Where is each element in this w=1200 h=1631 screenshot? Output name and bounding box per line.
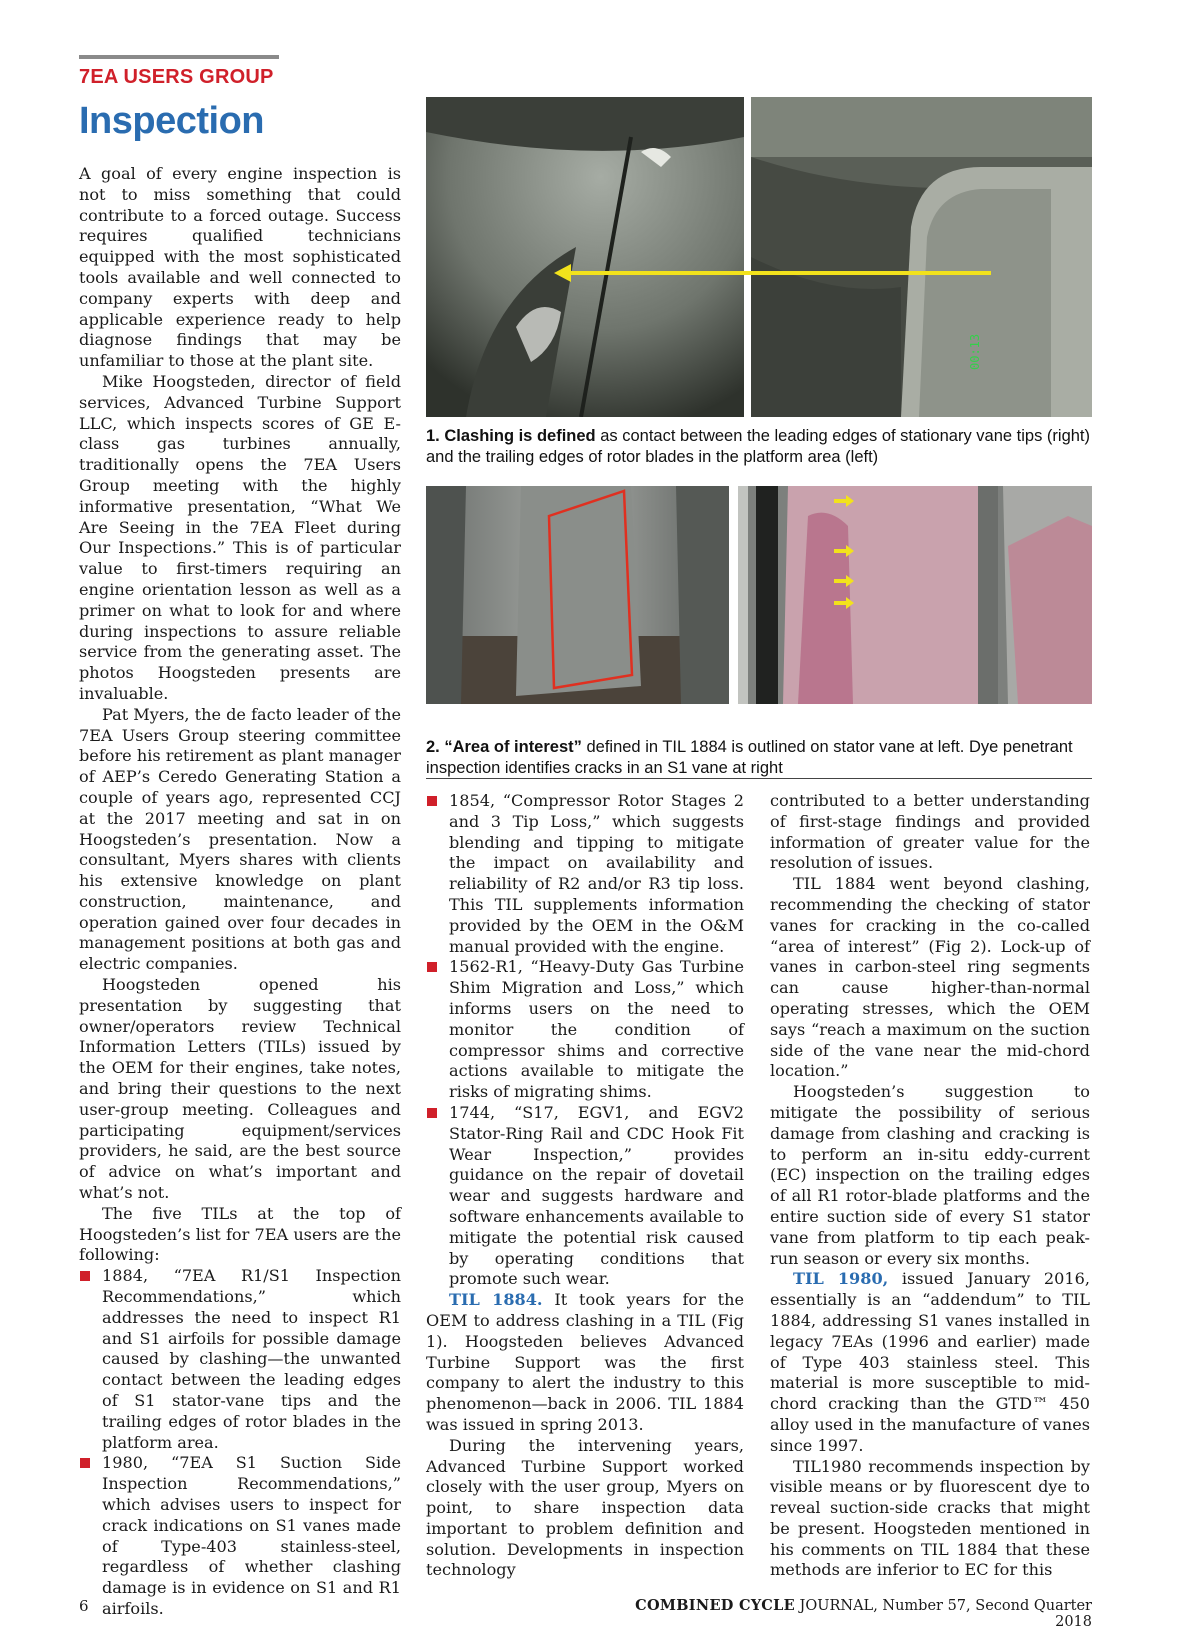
yellow-marker-arrow-icon	[834, 545, 854, 557]
figure-2-left-photo	[426, 486, 729, 704]
bullet-square-icon	[80, 1458, 90, 1468]
video-timestamp: 00:13	[968, 333, 982, 370]
column-3	[770, 791, 1090, 1581]
list-item: 1980, “7EA S1 Suction Side Inspection Recommendations,” which advises users to inspect for crack indications on S1 vanes made of Type-403 stainless-steel, regardless of whether clashing damage is in evidence on S1 and R1 airfoils.	[79, 1453, 401, 1619]
paragraph: A goal of every engine inspection is not to miss something that could contribute to a forced outage. Success requires qualified technicians equipped with the most sophisticated tools available and well connected to company experts with deep and applicable experience ready to help diagnose findings that may be unfamiliar to those at the plant site.	[79, 164, 401, 371]
list-item: 1854, “Compressor Rotor Stages 2 and 3 Tip Loss,” which suggests blending and tipping to mitigate the impact on availability and reliability of R2 and/or R3 tip loss. This TIL supplements information provided by the OEM in the O&M manual provided with the engine.	[426, 791, 744, 957]
bullet-square-icon	[427, 1108, 437, 1118]
yellow-marker-arrow-icon	[834, 597, 854, 609]
column-2	[426, 791, 744, 1581]
paragraph: contributed to a better understanding of first-stage findings and provided information of greater value for the resolution of issues.	[770, 791, 1090, 873]
paragraph: TIL 1884. It took years for the OEM to address clashing in a TIL (Fig 1). Hoogsteden believes Advanced Turbine Support was the first company to alert the industry to this phenomenon—back in 2006. TIL 1884 was issued in spring 2013.	[426, 1290, 744, 1434]
journal-footer: COMBINED CYCLE JOURNAL, Number 57, Second Quarter 2018	[635, 1597, 1092, 1630]
bullet-square-icon	[427, 796, 437, 806]
section-label: 7EA USERS GROUP	[79, 66, 274, 88]
figure-1-caption: 1. Clashing is defined as contact between the leading edges of stationary vane tips (right) and the trailing edges of rotor blades in the platform area (left)	[426, 427, 1091, 466]
list-item: 1744, “S17, EGV1, and EGV2 Stator-Ring Rail and CDC Hook Fit Wear Inspection,” provides guidance on the repair of dovetail wear and suggests hardware and software enhancements available to mitigate the potential risk caused by operating conditions that promote such wear.	[426, 1103, 744, 1290]
paragraph: Mike Hoogsteden, director of field services, Advanced Turbine Support LLC, which inspects scores of GE E-class gas turbines annually, traditionally opens the 7EA Users Group meeting with the highly informative presentation, “What We Are Seeing in the 7EA Fleet during Our Inspections.” This is of particular value to first-timers requiring an engine orientation lesson as well as a primer on what to look for and where during inspections to assure reliable service from the generating asset. The photos Hoogsteden presents are invaluable.	[79, 371, 401, 703]
subhead-til-1884: TIL 1884.	[449, 1290, 543, 1310]
paragraph: The five TILs at the top of Hoogsteden’s list for 7EA users are the following:	[79, 1203, 401, 1265]
yellow-arrowhead-icon	[554, 264, 571, 282]
bullet-square-icon	[80, 1271, 90, 1281]
paragraph: TIL1980 recommends inspection by visible means or by fluorescent dye to reveal suction-side cracks that might be present. Hoogsteden mentioned in his comments on TIL 1884 that these methods are inferior to EC for this	[770, 1456, 1090, 1580]
bullet-square-icon	[427, 962, 437, 972]
paragraph: During the intervening years, Advanced Turbine Support worked closely with the user group, Myers on point, to share inspection data important to problem definition and solution. Developments in inspection technology	[426, 1435, 744, 1580]
page-number: 6	[79, 1597, 89, 1615]
paragraph: TIL 1980, issued January 2016, essentially is an “addendum” to TIL 1884, addressing S1 vanes installed in legacy 7EAs (1996 and earlier) made of Type 403 stainless steel. This material is more susceptible to mid-chord cracking than the GTD™ 450 alloy used in the manufacture of vanes since 1997.	[770, 1269, 1091, 1455]
column-1	[79, 164, 401, 1620]
yellow-marker-arrow-icon	[834, 575, 854, 587]
figure-2-caption: 2. “Area of interest” defined in TIL 1884 is outlined on stator vane at left. Dye penetrant inspection identifies cracks in an S1 vane at right	[426, 738, 1073, 777]
paragraph: TIL 1884 went beyond clashing, recommending the checking of stator vanes for cracking in the co-called “area of interest” (Fig 2). Lock-up of vanes in carbon-steel ring segments can cause higher-than-normal operating stresses, which the OEM says “reach a maximum on the suction side of the vane near the mid-chord location.”	[770, 874, 1090, 1081]
paragraph: Hoogsteden’s suggestion to mitigate the possibility of serious damage from clashing and cracking is to perform an in-situ eddy-current (EC) inspection on the trailing edges of all R1 rotor-blade platforms and the entire suction side of every S1 stator vane from platform to tip each peak-run season or every six months.	[770, 1082, 1090, 1268]
figure-2-crack-markers	[738, 486, 1092, 704]
section-rule	[79, 55, 279, 59]
figure-1-arrow-overlay	[426, 97, 1092, 417]
subhead-til-1980: TIL 1980,	[793, 1269, 889, 1289]
paragraph: Pat Myers, the de facto leader of the 7EA Users Group steering committee before his retirement as plant manager of AEP’s Ceredo Generating Station a couple of years ago, represented CCJ at the 2017 meeting and sat in on Hoogsteden’s presentation. Now a consultant, Myers shares with clients his extensive knowledge on plant construction, maintenance, and operation gained over four decades in management positions at both gas and electric companies.	[79, 704, 401, 974]
yellow-marker-arrow-icon	[834, 495, 854, 507]
list-item: 1884, “7EA R1/S1 Inspection Recommendations,” which addresses the need to inspect R1 and S1 airfoils for possible damage caused by clashing—the unwanted contact between the leading edges of S1 stator-vane tips and the trailing edges of rotor blades in the platform area.	[79, 1266, 401, 1453]
caption-divider	[426, 778, 1092, 779]
list-item: 1562-R1, “Heavy-Duty Gas Turbine Shim Migration and Loss,” which informs users on the need to monitor the condition of compressor shims and corrective actions available to mitigate the risks of migrating shims.	[426, 957, 744, 1103]
paragraph: Hoogsteden opened his presentation by suggesting that owner/operators review Technical Information Letters (TILs) issued by the OEM for their engines, take notes, and bring their questions to the next user-group meeting. Colleagues and participating equipment/services providers, he said, are the best source of advice on what’s important and what’s not.	[79, 975, 401, 1203]
page-title: Inspection	[79, 100, 265, 142]
